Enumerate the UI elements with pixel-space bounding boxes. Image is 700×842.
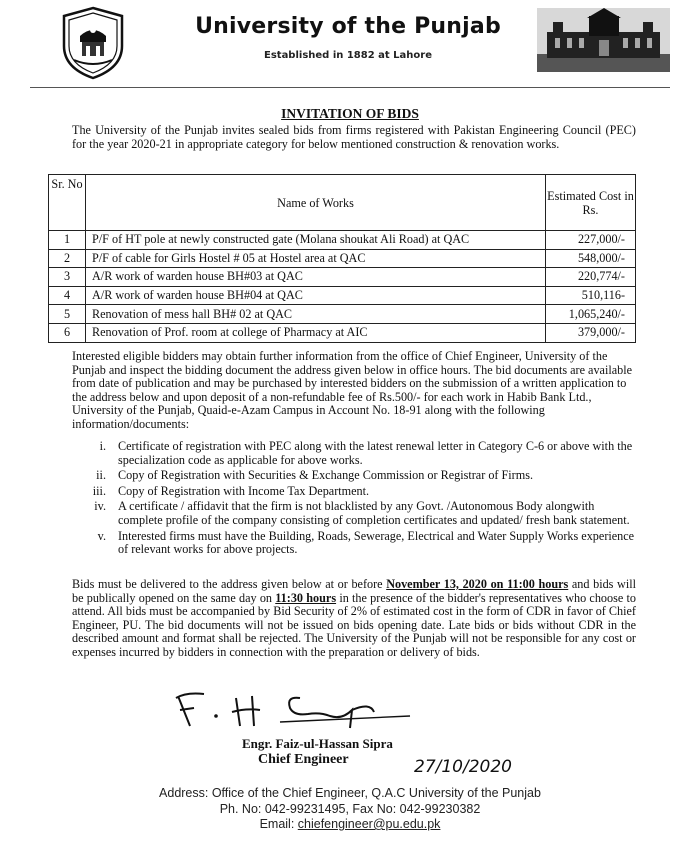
header-sr-no: Sr. No [49, 175, 86, 231]
submission-text-a: Bids must be delivered to the address given below at or before [72, 577, 387, 591]
submission-text-c: in the presence of the bidder's representatives who choose to attend. All bids must be accompanied by Bid Security of 2% of estimated cost in the form of CDR in favor of Chief Engineer, PU. The bid documents will not be issued on bids opening date. Late bids or bids without CDR in the described amount and format shall be rejected. The University of the Punjab will not be responsible for any cost or expenses incurred by bidders in connection with the preparation or delivery of bids. [72, 590, 636, 659]
university-title: University of the Punjab [195, 14, 501, 39]
footer-address: Address: Office of the Chief Engineer, Q.A.C University of the Punjab [159, 786, 541, 800]
list-item-text: Certificate of registration with PEC along with the latest renewal letter in Category C-6 or above with the specialization code as applicable for above works. [118, 439, 633, 467]
work-cost: 379,000/- [546, 323, 636, 342]
table-row [49, 249, 636, 268]
work-name: P/F of HT pole at newly constructed gate (Molana shoukat Ali Road) at QAC [86, 231, 546, 250]
footer-email-line [0, 817, 700, 833]
signatory-name: Engr. Faiz-ul-Hassan Sipra [242, 736, 393, 751]
table-header-row [49, 175, 636, 231]
notice-heading: INVITATION OF BIDS [281, 106, 419, 121]
list-item [78, 469, 636, 483]
work-cost: 220,774/- [546, 268, 636, 287]
list-item [78, 530, 636, 557]
header-estimated-cost: Estimated Cost in Rs. [546, 175, 636, 231]
work-name: Renovation of Prof. room at college of Pharmacy at AIC [86, 323, 546, 342]
submission-paragraph [72, 578, 636, 660]
footer-email-label: Email: [259, 817, 298, 831]
works-table [48, 174, 636, 343]
footer [0, 786, 700, 833]
work-cost: 510,116- [546, 286, 636, 305]
row-number: 4 [49, 286, 86, 305]
work-name: A/R work of warden house BH#04 at QAC [86, 286, 546, 305]
work-name: A/R work of warden house BH#03 at QAC [86, 268, 546, 287]
signature-icon [160, 686, 420, 736]
list-item-number: ii. [96, 468, 106, 483]
footer-email-link[interactable]: chiefengineer@pu.edu.pk [297, 817, 441, 831]
row-number: 6 [49, 323, 86, 342]
letterhead [0, 0, 700, 95]
handwritten-date: 27/10/2020 [414, 757, 512, 777]
list-item-text: Copy of Registration with Securities & Exchange Commission or Registrar of Firms. [118, 468, 534, 483]
table-row [49, 323, 636, 342]
list-item-number: iii. [92, 483, 106, 498]
list-item-text: Copy of Registration with Income Tax Department. [118, 483, 370, 498]
table-row [49, 305, 636, 324]
opening-time: 11:30 hours [275, 590, 337, 605]
row-number: 3 [49, 268, 86, 287]
row-number: 5 [49, 305, 86, 324]
work-cost: 1,065,240/- [546, 305, 636, 324]
list-item [78, 440, 636, 467]
list-item [78, 485, 636, 499]
table-row [49, 231, 636, 250]
work-cost: 548,000/- [546, 249, 636, 268]
work-name: Renovation of mess hall BH# 02 at QAC [86, 305, 546, 324]
row-number: 2 [49, 249, 86, 268]
list-item-number: i. [99, 439, 106, 453]
list-item-number: iv. [94, 499, 106, 514]
row-number: 1 [49, 231, 86, 250]
list-item [78, 500, 636, 527]
established-line: Established in 1882 at Lahore [264, 50, 432, 61]
header-name-of-works: Name of Works [86, 175, 546, 231]
intro-paragraph: The University of the Punjab invites sealed bids from firms registered with Pakistan Engineering Council (PEC) for the year 2020-21 in appropriate category for below mentioned construction & renovation works. [72, 123, 636, 151]
list-item-number: v. [97, 528, 106, 543]
header-divider [30, 87, 670, 88]
bid-documents-paragraph: Interested eligible bidders may obtain further information from the office of Chief Engineer, University of the Punjab and inspect the bidding document the address given below in office hours. The bid documents are available from date of publication and may be purchased by interested bidders on the submission of a written application to the address below and upon deposit of a non-refundable fee of Rs.500/- for each work in Habib Bank Ltd., University of the Punjab, Quaid-e-Azam Campus in Account No. 18-91 along with the following information/documents: [72, 349, 633, 431]
submission-deadline: November 13, 2020 on 11:00 hours [386, 577, 569, 591]
footer-phone: Ph. No: 042-99231495, Fax No: 042-99230382 [219, 801, 481, 816]
work-cost: 227,000/- [546, 231, 636, 250]
list-item-text: A certificate / affidavit that the firm is not blacklisted by any Govt. /Autonomous Body alongwith complete profile of the company consisting of completion certificates and updated/ fresh bank statement. [118, 499, 630, 527]
work-name: P/F of cable for Girls Hostel # 05 at Hostel area at QAC [86, 249, 546, 268]
submission-text-b: and bids will be publically opened on the same day on [72, 577, 636, 605]
table-row [49, 286, 636, 305]
table-row [49, 268, 636, 287]
requirements-list [78, 440, 636, 559]
signatory-title: Chief Engineer [258, 752, 349, 767]
list-item-text: Interested firms must have the Building, Roads, Sewerage, Electrical and Water Supply Works experience of relevant works for above projects. [118, 528, 635, 557]
handwritten-date-icon [410, 750, 520, 780]
university-crest-icon [60, 6, 126, 80]
university-building-icon [537, 8, 670, 72]
